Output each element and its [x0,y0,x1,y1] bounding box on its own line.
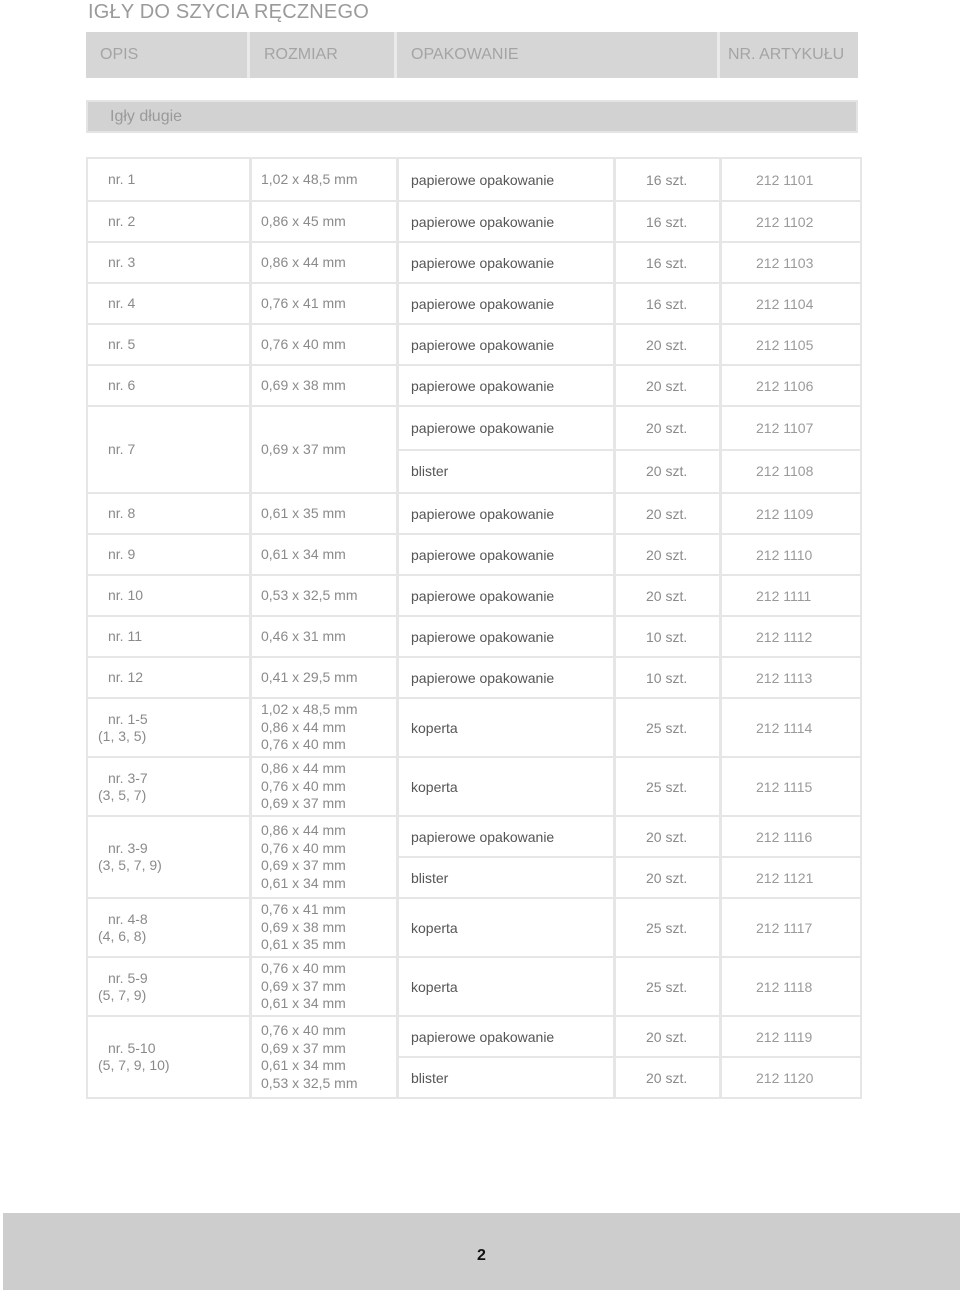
cell-nr-artykulu [722,494,860,533]
cell-rozmiar [252,817,399,897]
cell-opakowanie [399,576,616,615]
article-number: 212 1112 [756,628,813,645]
needle-size: 1,02 x 48,5 mm [261,701,358,718]
article-number: 212 1104 [756,295,814,312]
quantity: 20 szt. [646,587,688,604]
article-number: 212 1108 [722,449,860,493]
table-row [88,815,860,897]
article-number: 212 1106 [756,377,814,394]
cell-opakowanie [399,159,616,200]
article-number: 212 1115 [756,778,813,795]
quantity: 16 szt. [646,171,688,188]
cell-opakowanie [399,958,616,1015]
cell-opakowanie [399,407,616,492]
quantity: 20 szt. [646,546,688,563]
article-number: 212 1118 [756,978,813,995]
quantity: 20 szt. [616,449,719,493]
needle-number: nr. 5-10 [108,1040,156,1056]
table-header [86,32,858,78]
cell-opakowanie [399,658,616,697]
needle-size: 0,69 x 37 mm [261,1039,346,1056]
needle-size: 0,61 x 35 mm [261,936,346,953]
cell-nr-artykulu [722,366,860,405]
needle-size: 0,86 x 44 mm [261,718,346,735]
quantity: 10 szt. [646,628,688,645]
cell-rozmiar [252,284,399,323]
cell-opis [88,899,252,956]
cell-opakowanie [399,366,616,405]
table-row [88,533,860,574]
needle-number: nr. 3-7 [108,769,148,786]
packaging-type: papierowe opakowanie [411,377,555,394]
needle-size: 0,61 x 34 mm [261,995,346,1012]
table-row [88,756,860,815]
cell-nr-artykulu [722,899,860,956]
cell-rozmiar [252,366,399,405]
packaging-type: blister [399,449,613,493]
needle-size: 0,76 x 40 mm [261,1022,346,1038]
cell-nr-artykulu [722,407,860,492]
cell-opis [88,535,252,574]
needle-size: 0,61 x 35 mm [261,504,346,521]
needle-size: 0,46 x 31 mm [261,627,346,644]
needle-group: (3, 5, 7, 9) [98,857,162,873]
cell-ilosc [616,1017,722,1097]
table-row [88,405,860,492]
cell-opakowanie [399,617,616,656]
table-row [88,241,860,282]
packaging-type: papierowe opakowanie [411,1028,555,1045]
cell-ilosc [616,899,722,956]
needle-number: nr. 3 [108,254,136,270]
article-number: 212 1105 [756,336,814,353]
table-row [88,897,860,956]
quantity: 20 szt. [646,336,688,353]
needle-size: 0,53 x 32,5 mm [261,586,358,603]
quantity: 25 szt. [646,978,688,995]
quantity: 20 szt. [646,1028,688,1045]
cell-opakowanie [399,1017,616,1097]
packaging-type: papierowe opakowanie [411,628,555,645]
needle-size: 0,86 x 44 mm [261,760,346,777]
table-row [88,615,860,656]
needle-size: 0,53 x 32,5 mm [261,1074,358,1091]
quantity: 25 szt. [646,778,688,795]
cell-nr-artykulu [722,284,860,323]
needle-size: 0,76 x 40 mm [261,839,346,856]
packaging-type: papierowe opakowanie [411,505,555,522]
needle-number: nr. 7 [108,441,136,457]
quantity: 20 szt. [616,856,719,897]
table-row [88,697,860,756]
needle-size: 0,61 x 34 mm [261,1057,346,1073]
cell-ilosc [616,617,722,656]
needle-number: nr. 4 [108,295,136,311]
cell-opis [88,817,252,897]
page-number: 2 [477,1247,486,1264]
cell-opis [88,366,252,405]
packaging-type: papierowe opakowanie [411,669,555,686]
needle-size: 0,69 x 38 mm [261,376,346,393]
needle-size: 0,69 x 38 mm [261,918,346,935]
packaging-type: blister [399,856,613,897]
cell-rozmiar [252,325,399,364]
cell-rozmiar [252,202,399,241]
cell-opis [88,758,252,815]
quantity: 16 szt. [646,213,688,230]
table-row [88,492,860,533]
needle-size: 0,76 x 40 mm [261,777,346,794]
cell-nr-artykulu [722,325,860,364]
needle-number: nr. 5-9 [108,969,148,986]
quantity: 20 szt. [646,828,688,845]
table-row [88,574,860,615]
cell-ilosc [616,576,722,615]
packaging-type: papierowe opakowanie [411,546,555,563]
article-number: 212 1114 [756,719,813,736]
table-row [88,200,860,241]
cell-ilosc [616,284,722,323]
cell-opis [88,202,252,241]
cell-rozmiar [252,658,399,697]
cell-nr-artykulu [722,1017,860,1097]
cell-opis [88,1017,252,1097]
page-footer [3,1213,960,1290]
table-row [88,956,860,1015]
quantity: 25 szt. [646,919,688,936]
needle-size: 0,86 x 44 mm [261,822,346,838]
needle-group: (1, 3, 5) [98,727,147,744]
article-number: 212 1110 [756,546,813,563]
cell-ilosc [616,758,722,815]
needle-size: 0,76 x 41 mm [261,294,346,311]
needle-size: 0,76 x 40 mm [261,736,346,753]
article-number: 212 1103 [756,254,814,271]
needle-size: 0,76 x 40 mm [261,960,346,977]
packaging-type: papierowe opakowanie [411,828,555,845]
cell-opis [88,284,252,323]
cell-opakowanie [399,325,616,364]
needle-number: nr. 1-5 [108,710,148,727]
cell-ilosc [616,817,722,897]
needle-number: nr. 4-8 [108,910,148,927]
cell-nr-artykulu [722,535,860,574]
needle-group: (4, 6, 8) [98,927,147,944]
needle-number: nr. 10 [108,587,144,603]
cell-ilosc [616,494,722,533]
cell-rozmiar [252,243,399,282]
quantity: 16 szt. [646,295,688,312]
cell-ilosc [616,366,722,405]
packaging-type: koperta [411,719,458,736]
cell-rozmiar [252,899,399,956]
cell-opis [88,325,252,364]
cell-rozmiar [252,958,399,1015]
header-nr-artykulu: NR. ARTYKUŁU [720,32,858,78]
cell-rozmiar [252,494,399,533]
cell-opis [88,617,252,656]
article-number: 212 1120 [722,1056,860,1097]
needle-number: nr. 12 [108,669,144,685]
article-number: 212 1107 [756,419,814,436]
cell-opis [88,658,252,697]
cell-ilosc [616,325,722,364]
packaging-type: koperta [411,978,458,995]
cell-opakowanie [399,758,616,815]
needle-number: nr. 8 [108,505,136,521]
cell-nr-artykulu [722,202,860,241]
cell-ilosc [616,202,722,241]
cell-opakowanie [399,494,616,533]
needle-number: nr. 11 [108,628,142,644]
quantity: 16 szt. [646,254,688,271]
section-header: Igły długie [86,100,858,133]
cell-nr-artykulu [722,658,860,697]
cell-opakowanie [399,284,616,323]
cell-opis [88,243,252,282]
needle-size: 0,61 x 34 mm [261,874,346,891]
packaging-type: papierowe opakowanie [411,587,555,604]
quantity: 20 szt. [646,419,688,436]
header-opakowanie: OPAKOWANIE [397,32,720,78]
cell-opis [88,958,252,1015]
cell-ilosc [616,658,722,697]
needle-size: 0,41 x 29,5 mm [261,668,358,685]
cell-nr-artykulu [722,617,860,656]
header-rozmiar: ROZMIAR [250,32,397,78]
packaging-type: papierowe opakowanie [411,213,555,230]
needle-group: (5, 7, 9, 10) [98,1057,170,1073]
packaging-type: papierowe opakowanie [411,295,555,312]
table-row [88,323,860,364]
cell-rozmiar [252,617,399,656]
needle-number: nr. 2 [108,213,136,229]
cell-opis [88,407,252,492]
cell-opis [88,576,252,615]
article-number: 212 1113 [756,669,813,686]
quantity: 20 szt. [616,1056,719,1097]
needle-number: nr. 3-9 [108,840,148,856]
needle-group: (5, 7, 9) [98,986,147,1003]
packaging-type: papierowe opakowanie [411,171,555,188]
cell-opis [88,494,252,533]
cell-nr-artykulu [722,159,860,200]
article-number: 212 1102 [756,213,814,230]
cell-rozmiar [252,535,399,574]
article-number: 212 1117 [756,919,813,936]
article-number: 212 1111 [756,587,812,604]
packaging-type: koperta [411,778,458,795]
cell-rozmiar [252,407,399,492]
cell-nr-artykulu [722,817,860,897]
cell-rozmiar [252,1017,399,1097]
cell-rozmiar [252,758,399,815]
needle-number: nr. 5 [108,336,136,352]
cell-ilosc [616,243,722,282]
article-number: 212 1119 [756,1028,813,1045]
packaging-type: blister [399,1056,613,1097]
product-table [86,157,862,1099]
needle-number: nr. 6 [108,377,136,393]
cell-ilosc [616,159,722,200]
cell-ilosc [616,535,722,574]
article-number: 212 1116 [756,828,813,845]
cell-nr-artykulu [722,958,860,1015]
packaging-type: koperta [411,919,458,936]
cell-ilosc [616,699,722,756]
table-row [88,159,860,200]
packaging-type: papierowe opakowanie [411,419,555,436]
cell-rozmiar [252,576,399,615]
article-number: 212 1109 [756,505,814,522]
table-row [88,282,860,323]
needle-number: nr. 1 [108,171,136,187]
cell-nr-artykulu [722,758,860,815]
cell-opakowanie [399,817,616,897]
table-row [88,1015,860,1097]
needle-size: 0,86 x 45 mm [261,212,346,229]
needle-size: 0,76 x 40 mm [261,335,346,352]
cell-nr-artykulu [722,576,860,615]
needle-group: (3, 5, 7) [98,786,147,803]
article-number: 212 1121 [722,856,860,897]
article-number: 212 1101 [756,171,814,188]
needle-size: 1,02 x 48,5 mm [261,170,358,187]
quantity: 20 szt. [646,377,688,394]
cell-opakowanie [399,535,616,574]
needle-size: 0,76 x 41 mm [261,901,346,918]
packaging-type: papierowe opakowanie [411,336,555,353]
cell-opis [88,159,252,200]
quantity: 10 szt. [646,669,688,686]
cell-nr-artykulu [722,699,860,756]
cell-ilosc [616,958,722,1015]
table-row [88,364,860,405]
header-opis: OPIS [86,32,250,78]
cell-opakowanie [399,899,616,956]
needle-size: 0,69 x 37 mm [261,977,346,994]
needle-number: nr. 9 [108,546,136,562]
quantity: 25 szt. [646,719,688,736]
cell-opakowanie [399,202,616,241]
table-row [88,656,860,697]
cell-opakowanie [399,243,616,282]
needle-size: 0,69 x 37 mm [261,440,346,457]
needle-size: 0,61 x 34 mm [261,545,346,562]
cell-rozmiar [252,699,399,756]
needle-size: 0,69 x 37 mm [261,857,346,873]
packaging-type: papierowe opakowanie [411,254,555,271]
cell-rozmiar [252,159,399,200]
needle-size: 0,69 x 37 mm [261,795,346,812]
cell-nr-artykulu [722,243,860,282]
needle-size: 0,86 x 44 mm [261,253,346,270]
quantity: 20 szt. [646,505,688,522]
cell-opis [88,699,252,756]
cell-ilosc [616,407,722,492]
cell-opakowanie [399,699,616,756]
page-title: IGŁY DO SZYCIA RĘCZNEGO [88,1,369,23]
